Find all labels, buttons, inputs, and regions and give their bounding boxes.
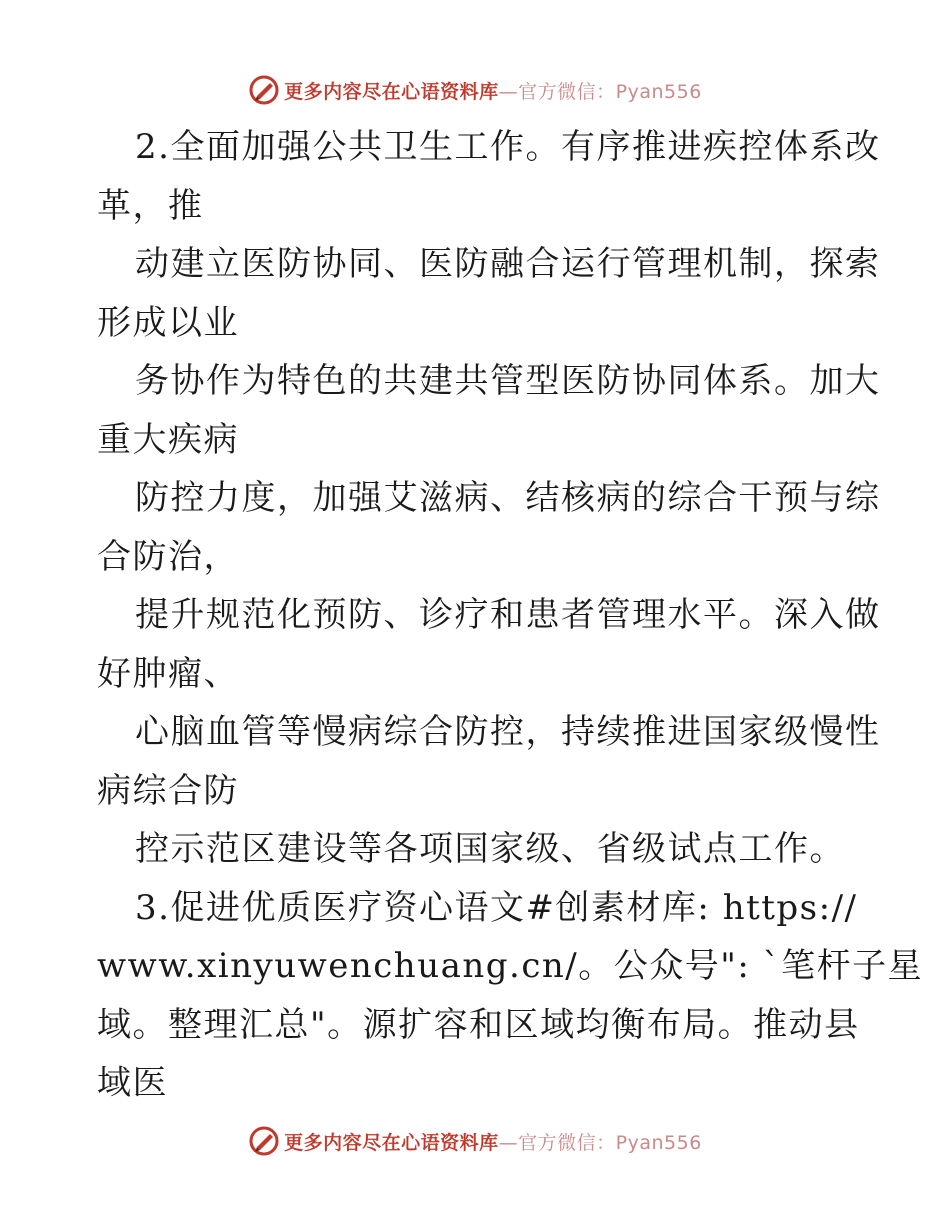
document-body (97, 118, 924, 1113)
text-line: 2.全面加强公共卫生工作。有序推进疾控体系改 (135, 127, 881, 167)
text-line: 控示范区建设等各项国家级、省级试点工作。 (135, 829, 845, 869)
text-line: 提升规范化预防、诊疗和患者管理水平。深入做 (135, 595, 881, 635)
text-line: 域医 (97, 1063, 168, 1103)
text-line: 革，推 (97, 185, 204, 226)
text-line: 动建立医防协同、医防融合运行管理机制，探索 (135, 244, 881, 284)
header-watermark-banner (0, 70, 950, 110)
text-line: 心脑血管等慢病综合防控，持续推进国家级慢性 (135, 712, 881, 752)
footer-watermark-banner (0, 1121, 950, 1161)
text-line: 防控力度，加强艾滋病、结核病的综合干预与综 (135, 478, 881, 518)
header-banner-rest: —官方微信：Pyan556 (498, 80, 702, 103)
header-banner-text (284, 77, 702, 104)
text-line: 3.促进优质医疗资心语文#创素材库: https:// (135, 887, 858, 928)
text-line: www.xinyuwenchuang.cn/。公众号": `笔杆子星 (97, 946, 924, 986)
text-line: 合防治， (97, 536, 239, 577)
text-line: 形成以业 (97, 302, 239, 343)
pen-logo-icon (248, 1125, 280, 1157)
footer-banner-rest: —官方微信：Pyan556 (498, 1131, 702, 1154)
pen-logo-icon (248, 74, 280, 106)
text-line: 重大疾病 (97, 419, 239, 460)
text-line: 好肿瘤、 (97, 653, 239, 694)
footer-banner-highlight: 更多内容尽在心语资料库 (284, 1131, 499, 1154)
header-banner-highlight: 更多内容尽在心语资料库 (284, 80, 499, 103)
text-line: 病综合防 (97, 770, 239, 811)
text-line: 务协作为特色的共建共管型医防协同体系。加大 (135, 361, 881, 401)
text-line: 域。整理汇总"。源扩容和区域均衡布局。推动县 (97, 1004, 860, 1045)
footer-banner-text (284, 1128, 702, 1155)
